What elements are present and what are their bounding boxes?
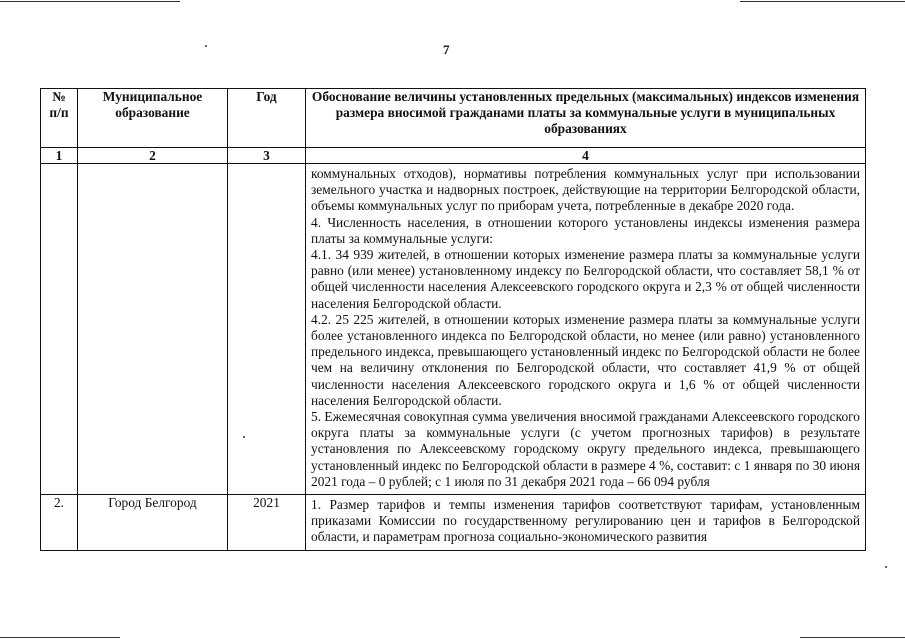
paragraph: 4. Численность населения, в отношении которого установлены индексы изменения размера платы за коммунальные услуги: — [311, 214, 860, 246]
table-row — [41, 495, 866, 551]
paragraph: 4.1. 34 939 жителей, в отношении которых изменение размера платы за коммунальные услуги равно (или менее) установленному индексу по Белгородской области, что составляет 58,1 % от общей численности населения Алексеевского городского округа и 2,3 % от общей численности населения Белгородской области. — [311, 247, 860, 311]
cell-empty — [228, 164, 306, 495]
scan-edge-bottom-right — [800, 637, 905, 638]
justification-text-cell: 1. Размер тарифов и темпы изменения тарифов соответствуют тарифам, установленным приказами Комиссии по государственному регулированию цен и тарифов в Белгородской области, и параметрам прогноза социально-экономического развития — [306, 495, 866, 551]
municipality-name: Город Белгород — [78, 495, 228, 551]
header-num: № п/п — [41, 89, 78, 148]
col-number-1: 1 — [41, 148, 78, 164]
paragraph: коммунальных отходов), нормативы потребления коммунальных услуг при использовании земельного участка и надворных построек, действующие на территории Белгородской области, объемы коммунальных услуг по приборам учета, потребленные в декабре 2020 года. — [311, 166, 860, 214]
index-justification-table — [40, 88, 866, 551]
scan-edge-top-right — [740, 1, 905, 2]
table-header-row — [41, 89, 866, 148]
page-number: 7 — [443, 42, 450, 57]
col-number-4: 4 — [306, 148, 866, 164]
scan-speck — [885, 566, 887, 568]
table-row-continued — [41, 164, 866, 495]
scan-edge-top-left — [0, 1, 180, 2]
scan-edge-bottom-left — [0, 637, 120, 638]
col-number-2: 2 — [78, 148, 228, 164]
row-number: 2. — [41, 495, 78, 551]
paragraph: 5. Ежемесячная совокупная сумма увеличения вносимой гражданами Алексеевского городского округа платы за коммунальные услуги (с учетом прогнозных тарифов) в результате установления по Алексеевскому городскому округу предельного индекса, превышающего установленный индекс по Белгородской области в размере 4 %, составит: с 1 января по 30 июня 2021 года – 0 рублей; с 1 июля по 31 декабря 2021 года – 66 094 рубля — [311, 409, 860, 489]
header-justification: Обоснование величины установленных предельных (максимальных) индексов изменения размера вносимой гражданами платы за коммунальные услуги в муниципальных образованиях — [306, 89, 866, 148]
scan-speck — [205, 45, 207, 47]
header-year: Год — [228, 89, 306, 148]
header-municipality: Муниципальное образование — [78, 89, 228, 148]
paragraph: 4.2. 25 225 жителей, в отношении которых изменение размера платы за коммунальные услуги более установленного индекса по Белгородской области, но менее (или равно) установленного предельного индекса, превышающего установленный индекс по Белгородской области не более чем на величину отклонения по Белгородской области, что составляет 41,9 % от общей численности населения Алексеевского городского округа и 1,6 % от общей численности населения Белгородской области. — [311, 311, 860, 408]
year-value: 2021 — [228, 495, 306, 551]
cell-empty — [41, 164, 78, 495]
column-number-row — [41, 148, 866, 164]
col-number-3: 3 — [228, 148, 306, 164]
justification-text-cell — [306, 164, 866, 495]
cell-empty — [78, 164, 228, 495]
